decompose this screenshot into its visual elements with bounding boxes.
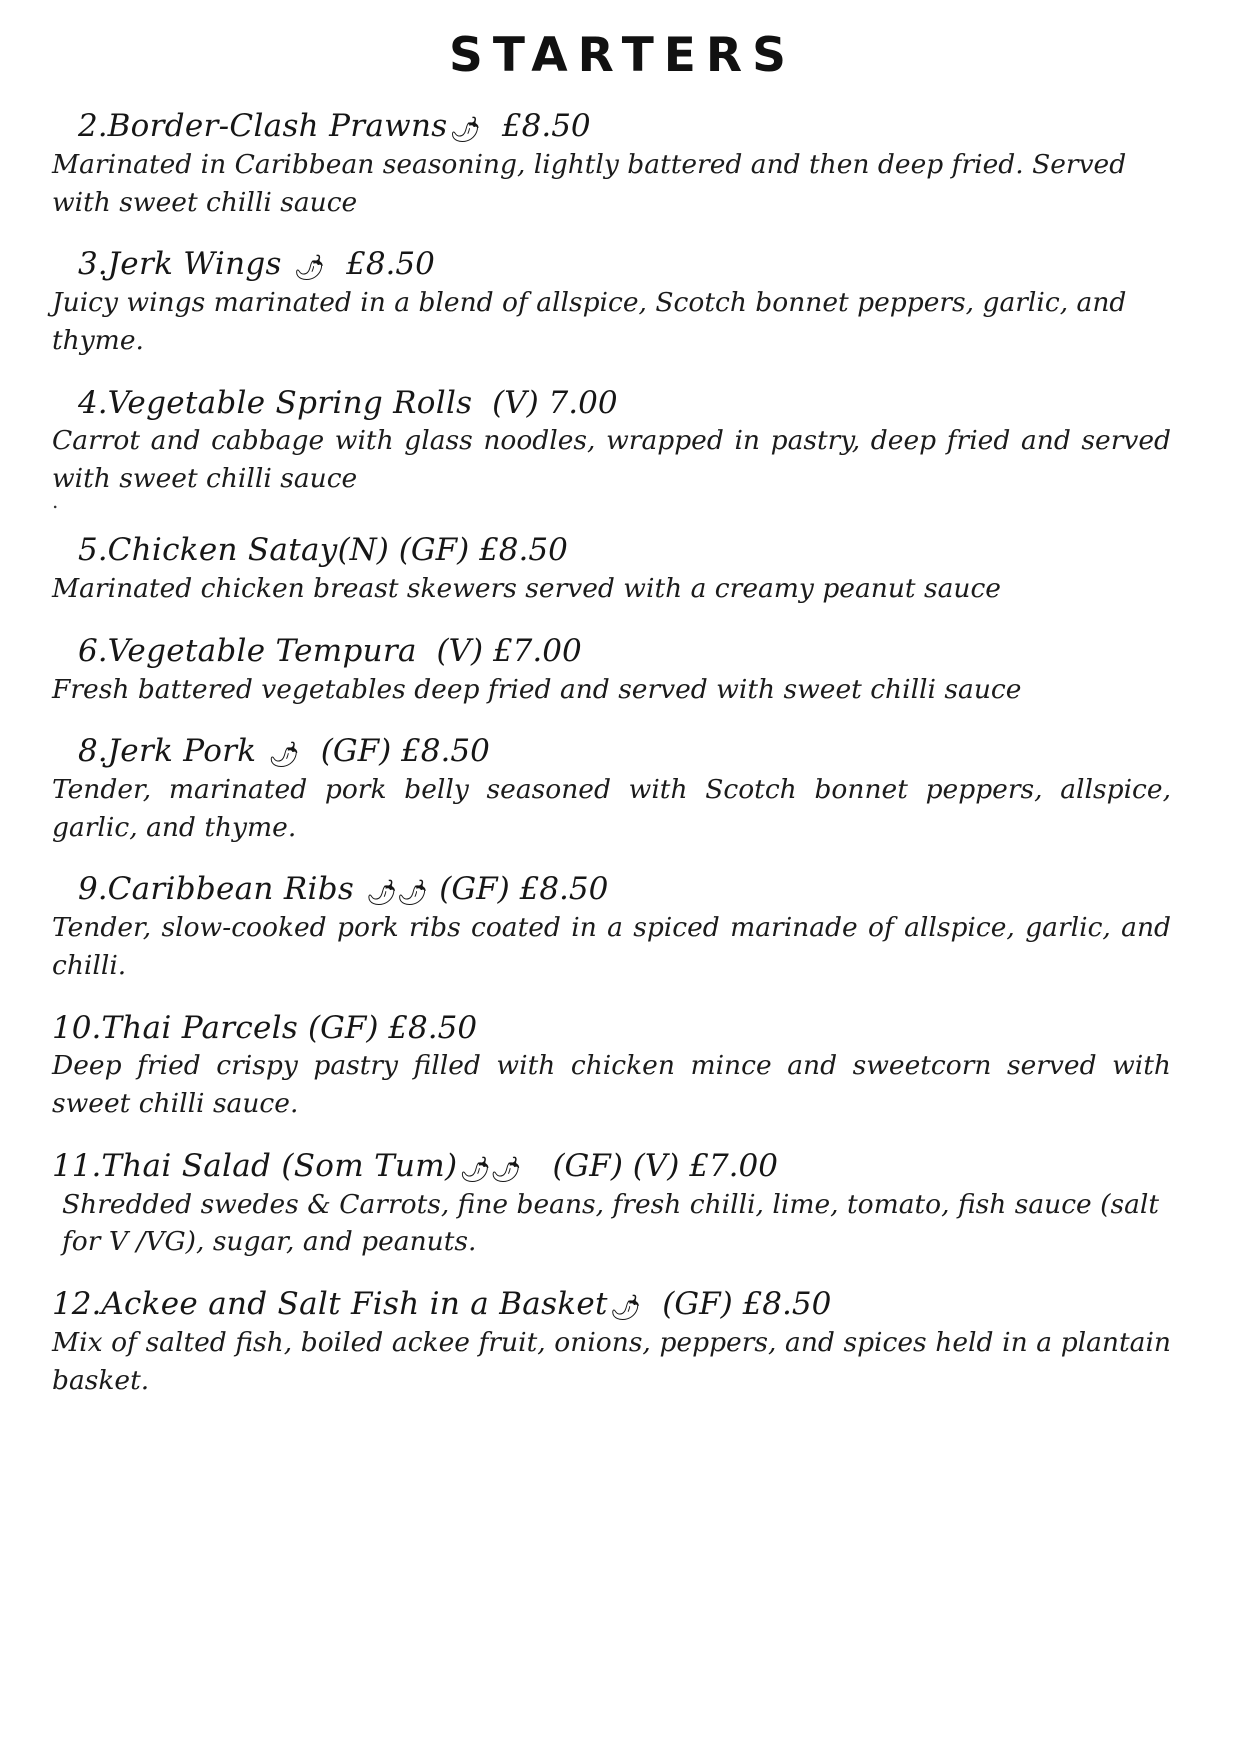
item-tags: (V) xyxy=(492,384,539,421)
item-number: 11. xyxy=(52,1147,102,1184)
item-number: 4. xyxy=(78,384,108,421)
item-name: Jerk Pork xyxy=(107,733,257,770)
item-name: Border-Clash Prawns xyxy=(107,108,448,144)
item-tags: (GF) xyxy=(320,733,392,770)
item-tags: (GF) xyxy=(662,1285,733,1322)
chilli-icon: 🌶 xyxy=(268,740,299,770)
item-price: £8.50 xyxy=(479,532,568,569)
item-description: Mix of salted fish, boiled ackee fruit, onions, peppers, and spices held in a plantain basket. xyxy=(52,1326,1171,1396)
item-number: 2. xyxy=(78,108,108,144)
item-description: Carrot and cabbage with glass noodles, wrapped in pastry, deep fried and served with sweet chilli sauce xyxy=(52,425,1171,494)
item-name: Ackee and Salt Fish in a Basket xyxy=(101,1285,608,1322)
item-number: 12. xyxy=(52,1285,102,1322)
item-description: Shredded swedes & Carrots, fine beans, fresh chilli, lime, tomato, fish sauce (salt for V /VG), sugar, and peanuts. xyxy=(62,1188,1160,1258)
item-tags: (N) (GF) xyxy=(337,532,470,569)
menu-item xyxy=(52,533,1185,607)
item-number: 6. xyxy=(78,632,108,669)
item-description: Marinated chicken breast skewers served with a creamy peanut sauce xyxy=(52,573,1001,605)
item-description: Juicy wings marinated in a blend of allspice, Scotch bonnet peppers, garlic, and thyme. xyxy=(52,287,1127,356)
item-price: £8.50 xyxy=(401,733,490,770)
item-number: 10. xyxy=(52,1009,102,1046)
menu-item-heading xyxy=(52,1011,1185,1046)
chilli-icon: 🌶 xyxy=(293,253,325,283)
item-name: Thai Parcels xyxy=(101,1009,299,1046)
menu-item xyxy=(52,1011,1185,1123)
menu-item-heading xyxy=(52,247,1185,282)
item-price: £8.50 xyxy=(501,108,591,144)
item-description: Tender, marinated pork belly seasoned with Scotch bonnet peppers, allspice, garlic, and thyme. xyxy=(52,774,1171,843)
item-price: £7.00 xyxy=(689,1147,778,1184)
item-name: Chicken Satay xyxy=(107,532,338,569)
item-tags: (GF) xyxy=(439,871,510,908)
item-name: Thai Salad (Som Tum) xyxy=(101,1147,458,1184)
menu-item-heading xyxy=(52,1149,1185,1184)
menu-item-heading xyxy=(52,734,1185,769)
item-name: Jerk Wings xyxy=(107,246,282,283)
menu-item-heading xyxy=(52,634,1185,669)
item-name: Vegetable Spring Rolls xyxy=(107,384,473,421)
menu-item xyxy=(52,384,1185,514)
item-number: 9. xyxy=(78,871,108,908)
menu-item-list xyxy=(52,109,1185,1399)
item-name: Vegetable Tempura xyxy=(107,632,417,669)
item-price: £8.50 xyxy=(346,246,435,283)
menu-item-heading xyxy=(52,533,1185,568)
stray-dot-mark: . xyxy=(52,489,59,514)
item-description: Deep fried crispy pastry filled with chicken mince and sweetcorn served with sweet chilli sauce. xyxy=(52,1050,1171,1119)
chilli-icon: 🌶🌶 xyxy=(459,1154,521,1184)
item-description: Tender, slow-cooked pork ribs coated in a spiced marinade of allspice, garlic, and chilli. xyxy=(52,912,1171,982)
menu-item xyxy=(52,734,1185,846)
menu-item-heading xyxy=(52,386,1185,421)
chilli-icon: 🌶🌶 xyxy=(365,878,428,908)
menu-item xyxy=(52,634,1185,708)
item-price: £8.50 xyxy=(519,871,609,908)
menu-item-heading xyxy=(52,109,1185,144)
menu-item xyxy=(52,247,1185,359)
item-price: £7.00 xyxy=(492,632,582,669)
item-price: 7.00 xyxy=(548,384,618,421)
item-price: £8.50 xyxy=(388,1009,478,1046)
menu-item xyxy=(52,872,1185,984)
chilli-icon: 🌶 xyxy=(449,115,481,144)
item-tags: (GF) (V) xyxy=(552,1147,680,1184)
item-price: £8.50 xyxy=(742,1285,832,1322)
item-number: 3. xyxy=(78,246,108,283)
menu-item-heading xyxy=(52,872,1185,907)
item-number: 5. xyxy=(78,532,108,569)
item-number: 8. xyxy=(78,733,108,770)
menu-item xyxy=(52,1287,1185,1399)
item-description: Fresh battered vegetables deep fried and served with sweet chilli sauce xyxy=(52,673,1022,705)
menu-item xyxy=(52,109,1185,221)
menu-item-heading xyxy=(52,1287,1185,1322)
item-name: Caribbean Ribs xyxy=(107,871,355,908)
item-tags: (GF) xyxy=(307,1009,379,1046)
item-tags: (V) xyxy=(436,632,484,669)
page-title: STARTERS xyxy=(449,28,796,83)
chilli-icon: 🌶 xyxy=(609,1292,641,1322)
menu-item xyxy=(52,1149,1185,1261)
item-description: Marinated in Caribbean seasoning, lightly battered and then deep fried. Served with sweet chilli sauce xyxy=(52,149,1127,218)
